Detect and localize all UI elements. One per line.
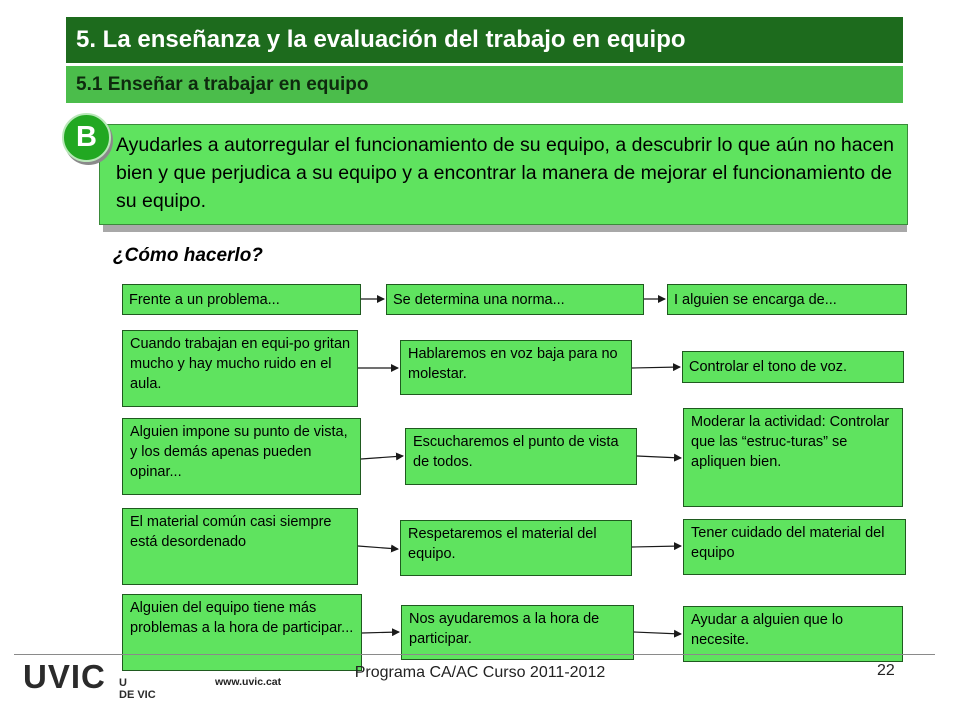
arrow-row4-2	[634, 632, 681, 634]
row2-problem: Alguien impone su punto de vista, y los demás apenas pueden opinar...	[122, 418, 361, 495]
header-problem: Frente a un problema...	[122, 284, 361, 315]
uvic-logo-subtitle	[119, 677, 156, 701]
how-heading: ¿Cómo hacerlo?	[113, 245, 263, 266]
arrow-row3-1	[358, 546, 398, 549]
header-responsible: I alguien se encarga de...	[667, 284, 907, 315]
row3-problem: El material común casi siempre está desordenado	[122, 508, 358, 585]
row1-problem: Cuando trabajan en equi-po gritan mucho y hay mucho ruido en el aula.	[122, 330, 358, 407]
row3-norm: Respetaremos el material del equipo.	[400, 520, 632, 576]
row4-responsible: Ayudar a alguien que lo necesite.	[683, 606, 903, 662]
row4-norm: Nos ayudaremos a la hora de participar.	[401, 605, 634, 660]
uvic-logo-sub-line2: DE VIC	[119, 689, 156, 701]
row2-responsible: Moderar la actividad: Controlar que las “estruc-turas” se apliquen bien.	[683, 408, 903, 507]
footer-rule	[14, 654, 935, 655]
row3-responsible: Tener cuidado del material del equipo	[683, 519, 906, 575]
arrow-row2-2	[637, 456, 681, 458]
arrow-row1-2	[632, 367, 680, 368]
footer-course: Programa CA/AC Curso 2011-2012	[354, 664, 606, 681]
arrow-row4-1	[362, 632, 399, 633]
statement-text: Ayudarles a autorregular el funcionamiento de su equipo, a descubrir lo que aún no hacen bien y que perjudica a su equipo y a encontrar la manera de mejorar el funcionamiento de su equipo.	[116, 134, 895, 212]
row2-norm: Escucharemos el punto de vista de todos.	[405, 428, 637, 485]
row1-norm: Hablaremos en voz baja para no molestar.	[400, 340, 632, 395]
arrow-row2-1	[361, 456, 403, 459]
badge-letter: B	[76, 121, 97, 153]
uvic-logo-sub-line1: U	[119, 677, 127, 689]
slide-title: 5. La enseñanza y la evaluación del trabajo en equipo	[76, 26, 686, 53]
uvic-logo: UVIC	[23, 658, 106, 695]
website-link[interactable]: www.uvic.cat	[215, 676, 282, 688]
row4-problem: Alguien del equipo tiene más problemas a la hora de participar...	[122, 594, 362, 671]
page-number: 22	[877, 662, 895, 679]
arrow-row3-2	[632, 546, 681, 547]
slide-subtitle: 5.1 Enseñar a trabajar en equipo	[76, 74, 369, 95]
row1-responsible: Controlar el tono de voz.	[682, 351, 904, 383]
header-norm: Se determina una norma...	[386, 284, 644, 315]
